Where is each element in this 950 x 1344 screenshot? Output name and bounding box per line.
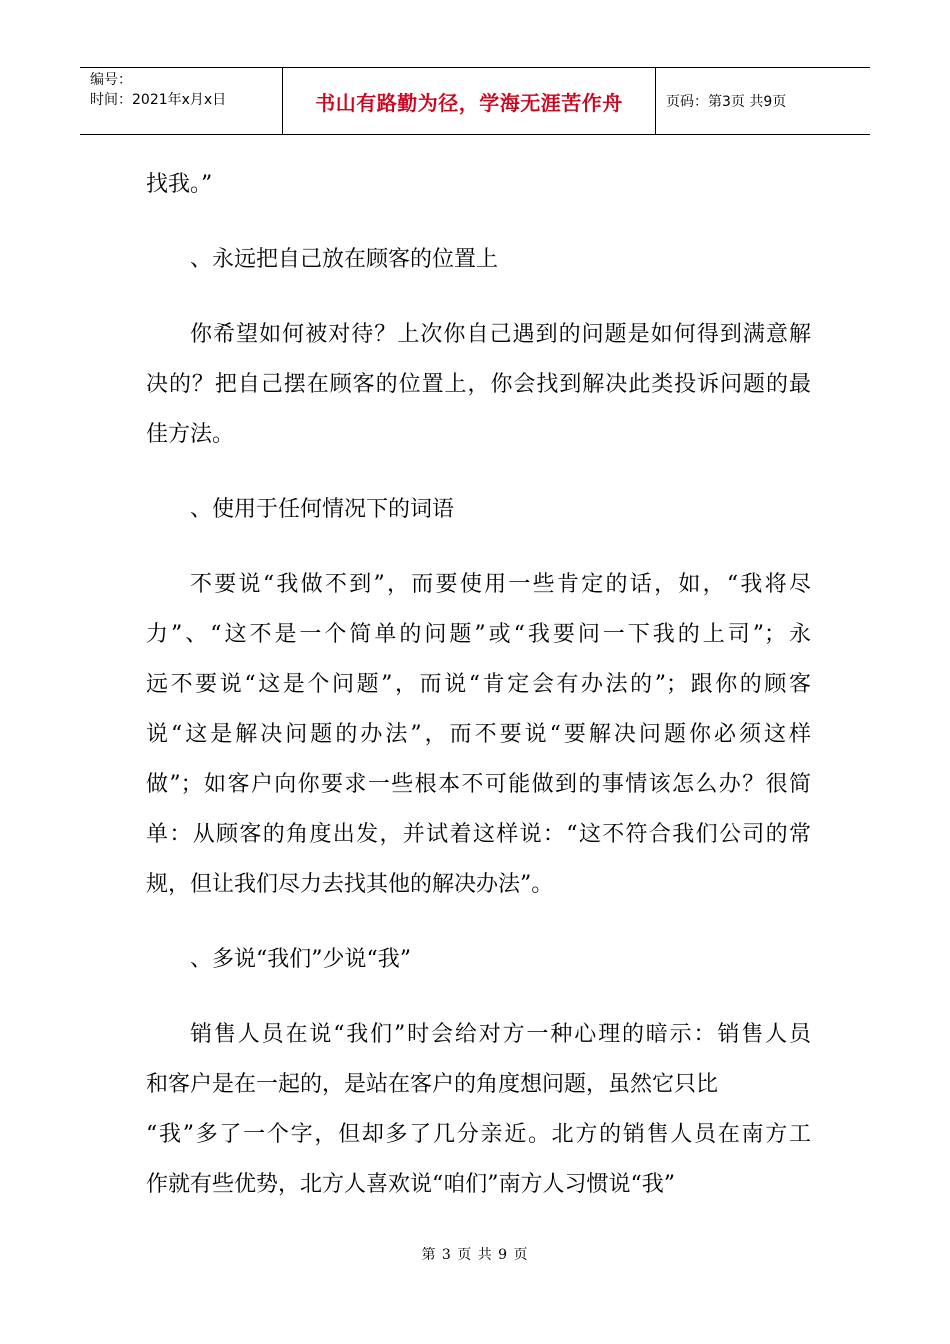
paragraph-line: 做”；如客户向你要求一些根本不可能做到的事情该怎么办？很简 <box>146 772 811 797</box>
paragraph-line: 单：从顾客的角度出发，并试着这样说：“这不符合我们公司的常 <box>146 822 811 847</box>
page-footer: 第 3 页 共 9 页 <box>421 1247 529 1263</box>
document-number-label: 编号： <box>90 72 132 88</box>
paragraph-line: 力”、“这不是一个简单的问题”或“我要问一下我的上司”；永 <box>146 622 811 647</box>
paragraph-line: 规，但让我们尽力去找其他的解决办法”。 <box>146 872 554 897</box>
paragraph-line: “我”多了一个字，但却多了几分亲近。北方的销售人员在南方工 <box>146 1122 811 1147</box>
section-heading: 、使用于任何情况下的词语 <box>190 497 455 522</box>
paragraph-line: 说“这是解决问题的办法”，而不要说“要解决问题你必须这样 <box>146 722 811 747</box>
paragraph-line: 销售人员在说“我们”时会给对方一种心理的暗示：销售人员 <box>190 1022 811 1047</box>
header-motto: 书山有路勤为径，学海无涯苦作舟 <box>315 90 623 115</box>
paragraph-line: 你希望如何被对待？上次你自己遇到的问题是如何得到满意解 <box>190 322 811 347</box>
section-heading: 、多说“我们”少说“我” <box>190 947 411 972</box>
document-date-label: 时间：2021年x月x日 <box>90 92 227 108</box>
document-header <box>80 67 870 135</box>
paragraph-line: 找我。” <box>146 172 213 197</box>
paragraph-line: 作就有些优势，北方人喜欢说“咱们”南方人习惯说“我” <box>146 1172 675 1197</box>
paragraph-line: 不要说“我做不到”，而要使用一些肯定的话，如，“我将尽 <box>190 572 811 597</box>
paragraph-line: 远不要说“这是个问题”，而说“肯定会有办法的”；跟你的顾客 <box>146 672 811 697</box>
paragraph-line: 和客户是在一起的，是站在客户的角度想问题，虽然它只比 <box>146 1072 719 1097</box>
document-body <box>146 160 811 1210</box>
paragraph-line: 佳方法。 <box>146 422 235 447</box>
header-motto-cell <box>283 68 656 134</box>
section-heading: 、永远把自己放在顾客的位置上 <box>190 247 499 272</box>
header-page-number: 页码：第3页 共9页 <box>666 94 787 110</box>
paragraph-line: 决的？把自己摆在顾客的位置上，你会找到解决此类投诉问题的最 <box>146 372 811 397</box>
header-page-cell <box>656 68 870 134</box>
header-meta-cell <box>80 68 283 134</box>
